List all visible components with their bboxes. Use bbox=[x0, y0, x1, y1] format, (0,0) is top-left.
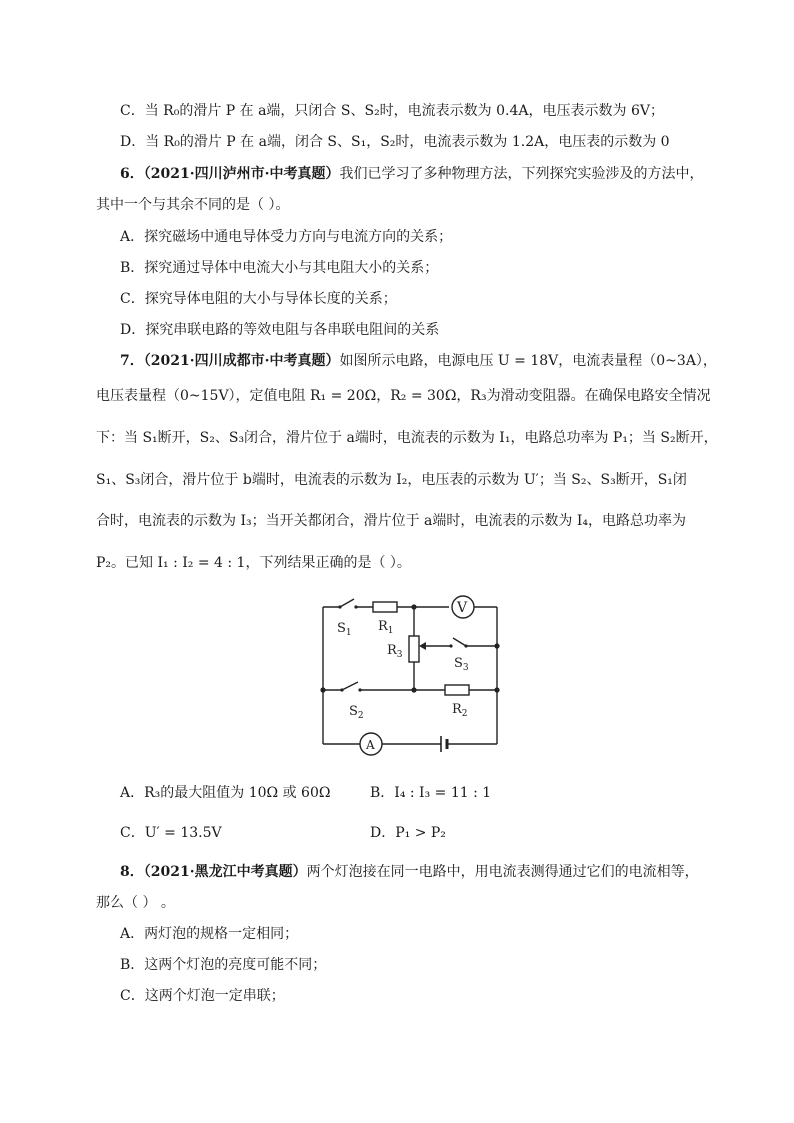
q7-source: （2021·四川成都市·中考真题） bbox=[143, 353, 340, 369]
label-r2: $R_2$ bbox=[452, 702, 468, 719]
switch-s3-blade bbox=[453, 638, 466, 646]
q5-option-d: D．当 R₀的滑片 P 在 a端，闭合 S、S₁，S₂时，电流表示数为 1.2A，电压表的示数为 0 bbox=[120, 134, 670, 150]
q7-stem-line1 bbox=[120, 351, 717, 371]
q8-option-c: C．这两个灯泡一定串联； bbox=[120, 988, 285, 1004]
q8-stem-text: 两个灯泡接在同一电路中，用电流表测得通过它们的电流相等， bbox=[306, 864, 699, 880]
q5-option-c: C．当 R₀的滑片 P 在 a端，只闭合 S、S₂时，电流表示数为 0.4A，电压表示数为 6V； bbox=[120, 103, 664, 119]
label-s2: $S_2$ bbox=[349, 704, 364, 721]
junction-dot bbox=[320, 687, 325, 692]
q7-stem-line6: P₂。已知 I₁ : I₂ = 4 : 1，下列结果正确的是（ ）。 bbox=[96, 555, 411, 571]
q7-number: 7． bbox=[120, 353, 144, 369]
q7-option-d: D．P₁ > P₂ bbox=[370, 825, 446, 841]
q8-number: 8． bbox=[120, 864, 144, 880]
resistor-r2 bbox=[445, 685, 469, 695]
q7-option-b: B．I₄ : I₃ = 11 : 1 bbox=[370, 785, 492, 801]
q6-stem-text: 我们已学习了多种物理方法，下列探究实验涉及的方法中， bbox=[339, 166, 704, 182]
slider-arrow-icon bbox=[419, 642, 426, 650]
contact-dot bbox=[354, 605, 357, 608]
q7-stem-text: 如图所示电路，电源电压 U = 18V，电流表量程（0~3A）， bbox=[339, 353, 717, 369]
label-voltmeter: V bbox=[457, 600, 468, 616]
switch-s1-blade bbox=[340, 599, 354, 607]
circuit-diagram bbox=[318, 590, 508, 760]
junction-dot bbox=[411, 604, 416, 609]
q7-option-c: C．U′ = 13.5V bbox=[120, 825, 222, 841]
label-s1: $S_1$ bbox=[337, 621, 352, 638]
label-r3: $R_3$ bbox=[387, 643, 403, 660]
q7-stem-line2: 电压表量程（0~15V），定值电阻 R₁ = 20Ω，R₂ = 30Ω，R₃为滑动变阻器。在确保电路安全情况 bbox=[96, 388, 711, 404]
q6-option-d: D．探究串联电路的等效电阻与各串联电阻间的关系 bbox=[120, 322, 440, 338]
label-s3: $S_3$ bbox=[454, 656, 469, 673]
contact-dot bbox=[464, 644, 467, 647]
junction-dot bbox=[494, 643, 499, 648]
contact-dot bbox=[449, 644, 452, 647]
q8-stem-line1 bbox=[120, 862, 699, 882]
q6-option-a: A．探究磁场中通电导体受力方向与电流方向的关系； bbox=[120, 229, 453, 245]
q7-stem-line3: 下：当 S₁断开，S₂、S₃闭合，滑片位于 a端时，电流表的示数为 I₁，电路总功率为 P₁；当 S₂断开， bbox=[96, 430, 718, 446]
q7-option-a: A．R₃的最大阻值为 10Ω 或 60Ω bbox=[120, 785, 331, 801]
switch-s2-blade bbox=[342, 682, 358, 690]
q8-option-b: B．这两个灯泡的亮度可能不同； bbox=[120, 957, 327, 973]
junction-dot bbox=[494, 687, 499, 692]
q7-stem-line4: S₁、S₃闭合，滑片位于 b端时，电流表的示数为 I₂，电压表的示数为 U′；当 S₂、S₃断开，S₁闭 bbox=[96, 472, 687, 488]
contact-dot bbox=[358, 688, 361, 691]
rheostat-r3 bbox=[409, 636, 419, 662]
label-r1: $R_1$ bbox=[378, 619, 394, 636]
q6-stem-line1 bbox=[120, 164, 703, 184]
q6-option-c: C．探究导体电阻的大小与导体长度的关系； bbox=[120, 291, 397, 307]
resistor-r1 bbox=[373, 602, 397, 612]
q6-option-b: B．探究通过导体中电流大小与其电阻大小的关系； bbox=[120, 260, 439, 276]
q7-stem-line5: 合时，电流表的示数为 I₃；当开关都闭合，滑片位于 a端时，电流表的示数为 I₄，电路总功率为 bbox=[96, 513, 686, 529]
q8-stem-line2: 那么（ ） 。 bbox=[96, 895, 175, 911]
contact-dot bbox=[340, 688, 343, 691]
q6-stem-line2: 其中一个与其余不同的是（ ）。 bbox=[96, 197, 290, 213]
q8-source: （2021·黑龙江中考真题） bbox=[143, 864, 307, 880]
junction-dot bbox=[411, 687, 416, 692]
q6-number: 6． bbox=[120, 166, 144, 182]
q6-source: （2021·四川泸州市·中考真题） bbox=[143, 166, 340, 182]
q8-option-a: A．两灯泡的规格一定相同； bbox=[120, 926, 299, 942]
label-ammeter: A bbox=[366, 738, 375, 752]
contact-dot bbox=[338, 605, 341, 608]
